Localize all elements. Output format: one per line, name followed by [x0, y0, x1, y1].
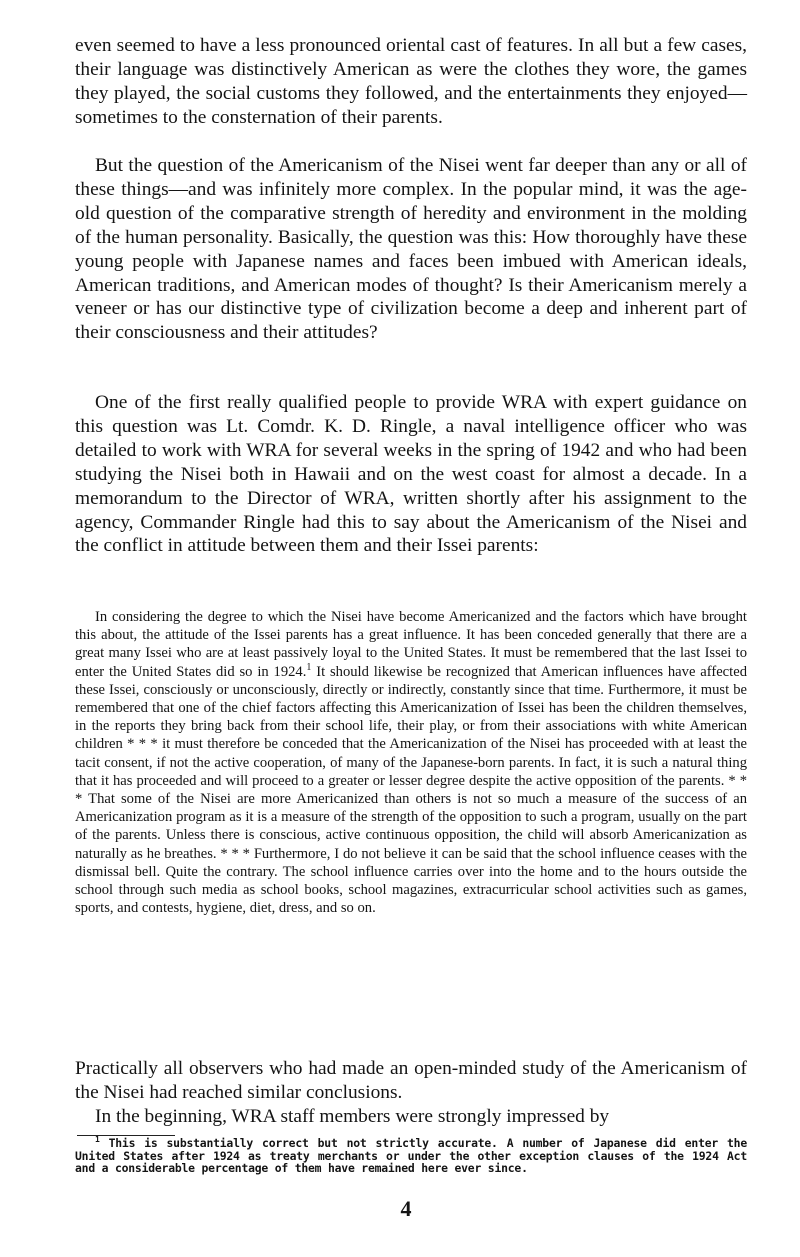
paragraph-beginning: In the beginning, WRA staff members were strongly impressed by	[95, 1106, 610, 1127]
quote-text-part-two: It should likewise be recognized that American influences have affected these Issei, consciously or unconsciously, directly or indirectly, constantly since that time. Furthermore, it must be remembered that one of the chief factors affecting this Americanization of Issei has been the children themselves, in the reports they bring back from their school life, their play, or from their associations with white American children * * * it must therefore be conceded that the Americanization of the Nisei has proceeded with at least the tacit consent, if not the active cooperation, of many of the Japanese-born parents. In fact, it is such a natural thing that it has proceeded and will proceed to a greater or lesser degree despite the active opposition of the parents. * * * That some of the Nisei are more Americanized than others is not so much a measure of the success of an Americanization program as it is a measure of the strength of the opposition to such a program, usually on the part of the parents. Unless there is conscious, active continuous opposition, the child will absorb Americanization as naturally as he breathes. * * * Furthermore, I do not believe it can be said that the school influence ceases with the dismissal bell. Quite the contrary. The school influence carries over into the home and to the hours outside the school through such media as school books, school magazines, extracurricular school activities such as games, sports, and contests, hygiene, diet, dress, and so on.	[75, 663, 747, 917]
paragraph-ringle-intro: One of the first really qualified people to provide WRA with expert guidance on this question was Lt. Comdr. K. D. Ringle, a naval intelligence officer who was detailed to work with WRA for several weeks in the spring of 1942 and who had been studying the Nisei both in Hawaii and on the west coast for almost a decade. In a memorandum to the Director of WRA, written shortly after his assignment to the agency, Commander Ringle had this to say about the Americanism of the Nisei and the conflict in attitude between them and their Issei parents:	[75, 392, 747, 557]
footnote-marker: 1	[95, 1135, 100, 1145]
page-number: 4	[400, 1196, 412, 1221]
footnote-reference: 1	[306, 661, 312, 673]
paragraph-americanism-question: But the question of the Americanism of the Nisei went far deeper than any or all of these things—and was infinitely more complex. In the popular mind, it was the age-old question of the comparative strength of heredity and environment in the molding of the human personality. Basically, the question was this: How thoroughly have these young people with Japanese names and faces been imbued with American ideals, American traditions, and American modes of thought? Is their Americanism merely a veneer or has our distinctive type of civilization become a deep and inherent part of their consciousness and their attitudes?	[75, 155, 747, 344]
footnote-text: This is substantially correct but not strictly accurate. A number of Japanese did enter the United States after 1924 as treaty merchants or under the other exception clauses of the 1924 Act and a considerable percentage of them have remained here ever since.	[75, 1136, 747, 1176]
block-quote-ringle-memo	[75, 608, 747, 917]
quote-text-part-one: In considering the degree to which the Nisei have become Americanized and the factors which have brought this about, the attitude of the Issei parents has a great influence. It has been conceded generally that there are a great many Issei who are at least passively loyal to the United States. It must be remembered that the last Issei to enter the United States did so in 1924.	[75, 609, 747, 680]
footnote	[75, 1137, 747, 1175]
paragraph-observers-conclusion: Practically all observers who had made an open-minded study of the Americanism of the Nisei had reached similar conclusions.	[75, 1058, 747, 1103]
paragraph-continued: even seemed to have a less pronounced oriental cast of features. In all but a few cases, their language was distinctively American as were the clothes they wore, the games they played, the social customs they followed, and the entertainments they enjoyed—sometimes to the consternation of their parents.	[75, 35, 747, 128]
